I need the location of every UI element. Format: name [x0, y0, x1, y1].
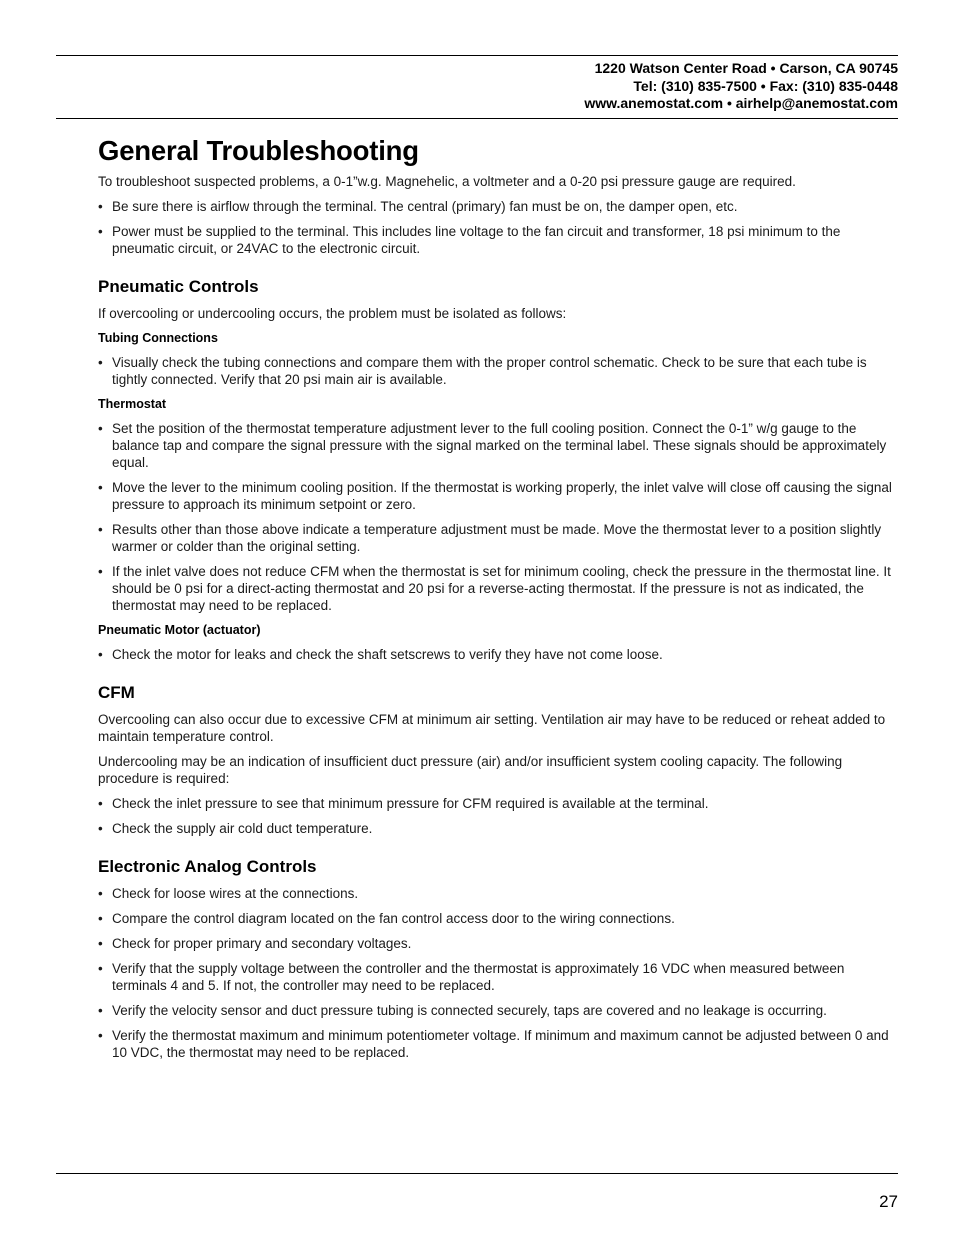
list-item-text: Check the motor for leaks and check the shaft setscrews to verify they have not come loose.: [112, 647, 663, 662]
header-top-rule: [56, 55, 898, 56]
list-item: [98, 354, 898, 388]
bullet-glyph: •: [98, 480, 103, 495]
list-item: [98, 885, 898, 902]
section-heading-electronic-analog-controls: Electronic Analog Controls: [98, 857, 317, 876]
list-item-text: Move the lever to the minimum cooling position. If the thermostat is working properly, the inlet valve will close off causing the signal pressure to approach its minimum setpoint or zero.: [112, 480, 892, 512]
list-item-text: If the inlet valve does not reduce CFM when the thermostat is set for minimum cooling, check the pressure in the thermostat line. It should be 0 psi for a direct-acting thermostat and 20 psi for a reverse-acting thermostat. If the pressure is not as indicated, the thermostat may need to be replaced.: [112, 564, 891, 613]
company-phone-fax: Tel: (310) 835-7500 • Fax: (310) 835-0448: [633, 77, 898, 94]
bullet-glyph: •: [98, 1028, 103, 1043]
bullet-glyph: •: [98, 647, 103, 662]
list-item: [98, 563, 898, 614]
page-number: 27: [879, 1192, 898, 1211]
thermostat-bullet-list: [98, 420, 898, 614]
bullet-glyph: •: [98, 564, 103, 579]
bullet-glyph: •: [98, 355, 103, 370]
list-item: [98, 1002, 898, 1019]
list-item: [98, 960, 898, 994]
company-address: 1220 Watson Center Road • Carson, CA 90745: [594, 60, 898, 76]
list-item-text: Compare the control diagram located on the fan control access door to the wiring connections.: [112, 911, 675, 926]
list-item-text: Verify that the supply voltage between the controller and the thermostat is approximately 16 VDC when measured between terminals 4 and 5. If not, the controller may need to be replaced.: [112, 961, 845, 993]
list-item-text: Check for proper primary and secondary voltages.: [112, 936, 412, 951]
page-content: [98, 134, 898, 1069]
cfm-paragraph-undercooling: Undercooling may be an indication of insufficient duct pressure (air) and/or insufficient system cooling capacity. The following procedure is required:: [98, 754, 843, 786]
bullet-glyph: •: [98, 224, 103, 239]
list-item: [98, 820, 898, 837]
tubing-bullet-list: [98, 354, 898, 388]
bullet-glyph: •: [98, 886, 103, 901]
footer-rule: [56, 1173, 898, 1174]
bullet-glyph: •: [98, 936, 103, 951]
list-item: [98, 795, 898, 812]
cfm-paragraph-overcooling: Overcooling can also occur due to excessive CFM at minimum air setting. Ventilation air may have to be reduced or reheat added to maintain temperature control.: [98, 712, 886, 744]
intro-bullet-list: [98, 198, 898, 257]
list-item: [98, 935, 898, 952]
bullet-glyph: •: [98, 821, 103, 836]
section-heading-cfm: CFM: [98, 683, 135, 702]
page-title: General Troubleshooting: [98, 135, 419, 166]
list-item: [98, 198, 898, 215]
list-item-text: Check the inlet pressure to see that minimum pressure for CFM required is available at the terminal.: [112, 796, 709, 811]
list-item: [98, 420, 898, 471]
list-item: [98, 910, 898, 927]
list-item: [98, 521, 898, 555]
pneumatic-intro-paragraph: If overcooling or undercooling occurs, the problem must be isolated as follows:: [98, 306, 567, 321]
bullet-glyph: •: [98, 522, 103, 537]
motor-bullet-list: [98, 646, 898, 663]
subheading-tubing-connections: Tubing Connections: [98, 331, 218, 345]
bullet-glyph: •: [98, 421, 103, 436]
intro-paragraph: To troubleshoot suspected problems, a 0-1”w.g. Magnehelic, a voltmeter and a 0-20 psi pressure gauge are required.: [98, 174, 796, 189]
section-heading-pneumatic-controls: Pneumatic Controls: [98, 277, 259, 296]
company-contact-header: [584, 60, 898, 113]
list-item-text: Check for loose wires at the connections.: [112, 886, 359, 901]
list-item-text: Verify the thermostat maximum and minimum potentiometer voltage. If minimum and maximum cannot be adjusted between 0 and 10 VDC, the thermostat may need to be replaced.: [112, 1028, 889, 1060]
subheading-pneumatic-motor: Pneumatic Motor (actuator): [98, 623, 261, 637]
list-item-text: Verify the velocity sensor and duct pressure tubing is connected securely, taps are covered and no leakage is occurring.: [112, 1003, 827, 1018]
bullet-glyph: •: [98, 199, 103, 214]
list-item-text: Power must be supplied to the terminal. This includes line voltage to the fan circuit and transformer, 18 psi minimum to the pneumatic circuit, or 24VAC to the electronic circuit.: [112, 224, 841, 256]
bullet-glyph: •: [98, 911, 103, 926]
company-web-email: www.anemostat.com • airhelp@anemostat.com: [584, 95, 898, 111]
list-item-text: Check the supply air cold duct temperature.: [112, 821, 373, 836]
list-item-text: Visually check the tubing connections and compare them with the proper control schematic. Check to be sure that each tube is tightly connected. Verify that 20 psi main air is available.: [112, 355, 867, 387]
list-item-text: Be sure there is airflow through the terminal. The central (primary) fan must be on, the damper open, etc.: [112, 199, 738, 214]
header-bottom-rule: [56, 118, 898, 119]
list-item: [98, 1027, 898, 1061]
bullet-glyph: •: [98, 796, 103, 811]
bullet-glyph: •: [98, 961, 103, 976]
list-item-text: Set the position of the thermostat temperature adjustment lever to the full cooling position. Connect the 0-1” w/g gauge to the balance tap and compare the signal pressure with the signal marked on the terminal label. These signals should be approximately equal.: [112, 421, 887, 470]
list-item: [98, 223, 898, 257]
cfm-bullet-list: [98, 795, 898, 837]
list-item: [98, 479, 898, 513]
list-item: [98, 646, 898, 663]
electronic-bullet-list: [98, 885, 898, 1061]
list-item-text: Results other than those above indicate a temperature adjustment must be made. Move the thermostat lever to a position slightly warmer or colder than the original setting.: [112, 522, 882, 554]
subheading-thermostat: Thermostat: [98, 397, 167, 411]
bullet-glyph: •: [98, 1003, 103, 1018]
